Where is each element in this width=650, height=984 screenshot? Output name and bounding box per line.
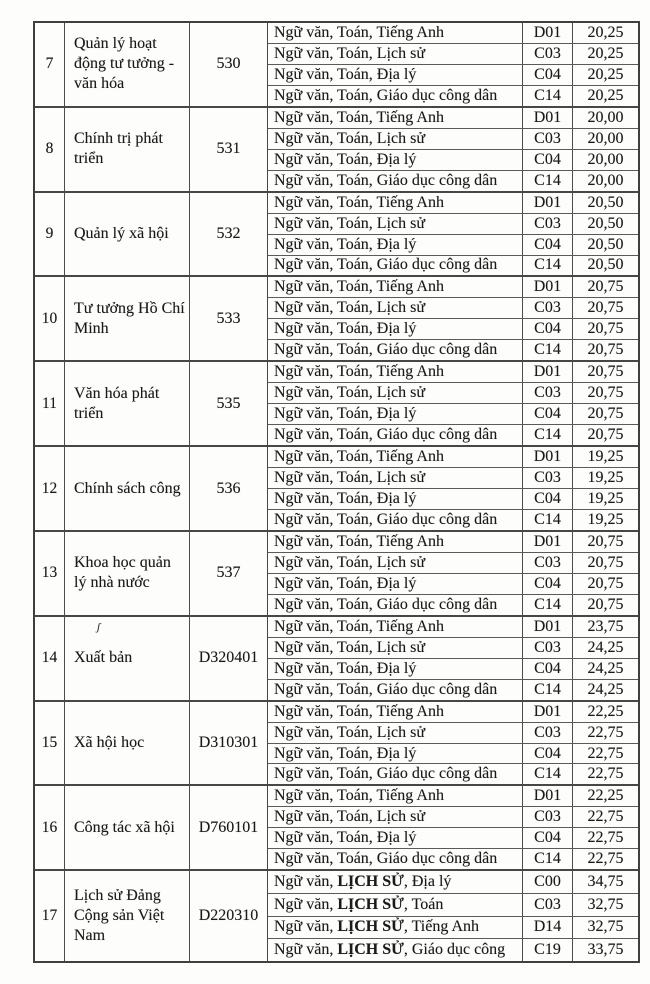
subjects-text: Ngữ văn, Toán, Tiếng Anh	[274, 787, 444, 805]
combination-rows	[268, 617, 638, 700]
major-name-cell	[65, 532, 190, 615]
subjects-text: Ngữ văn, Toán, Tiếng Anh	[274, 702, 444, 720]
block-code-cell: C04	[523, 744, 573, 764]
block-code-cell: D01	[523, 786, 573, 806]
score-cell: 20,00	[587, 108, 624, 126]
combination-row	[268, 702, 638, 723]
subjects-cell	[268, 108, 523, 128]
subjects-cell	[268, 489, 523, 509]
subjects-text: Ngữ văn, Toán, Lịch sử	[274, 214, 426, 232]
subjects-text: Ngữ văn, Toán, Địa lý	[274, 829, 417, 847]
combination-row	[268, 319, 638, 340]
subjects-text: Ngữ văn, Toán, Giáo dục công dân	[274, 426, 498, 444]
score-cell: 20,25	[587, 23, 624, 41]
combination-row	[268, 574, 638, 595]
score-cell: 22,25	[587, 787, 624, 805]
block-code-cell: C04	[523, 65, 573, 85]
subjects-text: Ngữ văn, Toán, Tiếng Anh	[274, 363, 444, 381]
block-code-cell: D01	[523, 277, 573, 297]
score-cell: 20,75	[587, 595, 624, 613]
subjects-bold-text: LỊCH SỬ	[337, 895, 404, 913]
score-cell: 24,25	[587, 638, 624, 656]
subjects-text: Ngữ văn, Toán, Giáo dục công dân	[274, 341, 498, 359]
score-cell: 20,75	[587, 320, 624, 338]
combination-row	[268, 807, 638, 828]
combination-row	[268, 489, 638, 510]
combination-row	[268, 723, 638, 744]
score-cell: 24,25	[587, 680, 624, 698]
subjects-cell	[268, 425, 523, 445]
major-name-text: Xuất bản	[74, 649, 133, 667]
block-code-cell: C03	[523, 44, 573, 64]
score-cell: 20,50	[587, 235, 624, 253]
block-code-cell: D14	[523, 917, 573, 939]
score-cell: 20,25	[587, 65, 624, 83]
major-name-cell	[65, 871, 190, 961]
major-group	[35, 786, 638, 871]
block-code-cell: D01	[523, 532, 573, 552]
subjects-text: Ngữ văn, Toán, Tiếng Anh	[274, 448, 444, 466]
major-name-cell	[65, 617, 190, 700]
block-code-cell: C14	[523, 595, 573, 615]
major-name-cell	[65, 108, 190, 191]
subjects-cell	[268, 553, 523, 573]
block-code-cell: C04	[523, 828, 573, 848]
major-code-cell: 535	[190, 362, 268, 445]
score-cell: 20,25	[587, 44, 624, 62]
combination-row	[268, 510, 638, 530]
subjects-cell	[268, 298, 523, 318]
block-code-cell: D01	[523, 193, 573, 213]
block-code-cell: C19	[523, 939, 573, 961]
major-group	[35, 702, 638, 787]
major-group	[35, 447, 638, 532]
subjects-text: Ngữ văn, Toán, Giáo dục công dân	[274, 765, 498, 783]
block-code-cell: C14	[523, 510, 573, 530]
subjects-text: Ngữ văn, Toán, Lịch sử	[274, 299, 426, 317]
combination-rows	[268, 447, 638, 530]
score-cell: 22,75	[587, 723, 624, 741]
combination-row	[268, 828, 638, 849]
major-group	[35, 617, 638, 702]
subjects-cell	[268, 193, 523, 213]
major-name-cell	[65, 702, 190, 785]
score-cell: 20,75	[587, 341, 624, 359]
score-cell: 20,25	[587, 86, 624, 104]
subjects-text: Ngữ văn, Toán, Lịch sử	[274, 44, 426, 62]
subjects-text: , Tiếng Anh	[403, 918, 479, 936]
major-name-cell	[65, 786, 190, 869]
major-name-cell	[65, 447, 190, 530]
combination-row	[268, 277, 638, 298]
major-name-text: Quản lý hoạt động tư tưởng - văn hóa	[74, 35, 175, 93]
block-code-cell: C03	[523, 129, 573, 149]
combination-row	[268, 214, 638, 235]
score-cell: 19,25	[587, 490, 624, 508]
combination-row	[268, 532, 638, 553]
combination-rows	[268, 702, 638, 785]
subjects-text: Ngữ văn, Toán, Địa lý	[274, 574, 417, 592]
subjects-text: Ngữ văn, Toán, Địa lý	[274, 490, 417, 508]
major-code-cell: D310301	[190, 702, 268, 785]
score-cell: 20,75	[587, 384, 624, 402]
subjects-text: Ngữ văn, Toán, Lịch sử	[274, 723, 426, 741]
subjects-text: , Toán	[403, 895, 444, 913]
major-name-text: Quản lý xã hội	[74, 225, 169, 243]
block-code-cell: D01	[523, 23, 573, 43]
block-code-cell: C03	[523, 214, 573, 234]
major-name-cell	[65, 362, 190, 445]
score-cell: 20,00	[587, 171, 624, 189]
combination-rows	[268, 23, 638, 106]
subjects-text: Ngữ văn, Toán, Tiếng Anh	[274, 23, 444, 41]
block-code-cell: D01	[523, 702, 573, 722]
combination-row	[268, 917, 638, 940]
block-code-cell: C14	[523, 849, 573, 869]
combination-rows	[268, 108, 638, 191]
subjects-cell	[268, 723, 523, 743]
block-code-cell: C14	[523, 256, 573, 276]
combination-row	[268, 764, 638, 784]
combination-row	[268, 256, 638, 276]
subjects-cell	[268, 702, 523, 722]
subjects-cell	[268, 871, 523, 893]
score-cell: 20,00	[587, 150, 624, 168]
scan-artifact-mark: ʃ	[97, 620, 101, 633]
score-cell: 20,75	[587, 553, 624, 571]
subjects-text: Ngữ văn, Toán, Tiếng Anh	[274, 532, 444, 550]
combination-row	[268, 150, 638, 171]
block-code-cell: C03	[523, 807, 573, 827]
combination-row	[268, 849, 638, 869]
subjects-text: Ngữ văn, Toán, Địa lý	[274, 320, 417, 338]
major-name-text: Xã hội học	[74, 734, 145, 752]
combination-row	[268, 447, 638, 468]
major-name-cell	[65, 277, 190, 360]
subjects-text: Ngữ văn,	[274, 895, 338, 913]
subjects-text: Ngữ văn, Toán, Địa lý	[274, 65, 417, 83]
combination-row	[268, 404, 638, 425]
subjects-cell	[268, 764, 523, 784]
subjects-cell	[268, 383, 523, 403]
combination-row	[268, 193, 638, 214]
score-cell: 20,50	[587, 193, 624, 211]
major-code-cell: 532	[190, 193, 268, 276]
combination-row	[268, 659, 638, 680]
major-group	[35, 362, 638, 447]
subjects-text: Ngữ văn, Toán, Địa lý	[274, 405, 417, 423]
combination-rows	[268, 786, 638, 869]
subjects-cell	[268, 319, 523, 339]
block-code-cell: C03	[523, 383, 573, 403]
block-code-cell: C03	[523, 298, 573, 318]
subjects-text: Ngữ văn, Toán, Lịch sử	[274, 384, 426, 402]
subjects-text: Ngữ văn, Toán, Tiếng Anh	[274, 108, 444, 126]
combination-row	[268, 65, 638, 86]
row-number-cell: 15	[35, 702, 65, 785]
score-cell: 19,25	[587, 448, 624, 466]
major-group	[35, 871, 638, 961]
row-number-cell: 10	[35, 277, 65, 360]
combination-row	[268, 44, 638, 65]
subjects-cell	[268, 638, 523, 658]
subjects-text: Ngữ văn,	[274, 941, 338, 959]
block-code-cell: D01	[523, 447, 573, 467]
score-cell: 19,25	[587, 510, 624, 528]
block-code-cell: D01	[523, 362, 573, 382]
subjects-text: Ngữ văn, Toán, Địa lý	[274, 659, 417, 677]
block-code-cell: C04	[523, 574, 573, 594]
score-cell: 33,75	[587, 941, 624, 959]
combination-row	[268, 362, 638, 383]
combination-row	[268, 894, 638, 917]
score-cell: 22,25	[587, 702, 624, 720]
combination-row	[268, 786, 638, 807]
subjects-bold-text: LỊCH SỬ	[337, 918, 404, 936]
row-number-cell: 13	[35, 532, 65, 615]
combination-row	[268, 468, 638, 489]
subjects-cell	[268, 362, 523, 382]
subjects-cell	[268, 786, 523, 806]
subjects-text: , Địa lý	[403, 873, 452, 891]
subjects-cell	[268, 256, 523, 276]
block-code-cell: C03	[523, 553, 573, 573]
subjects-text: Ngữ văn, Toán, Lịch sử	[274, 808, 426, 826]
row-number-cell: 8	[35, 108, 65, 191]
subjects-cell	[268, 129, 523, 149]
block-code-cell: C14	[523, 680, 573, 700]
subjects-cell	[268, 277, 523, 297]
score-cell: 22,75	[587, 850, 624, 868]
subjects-cell	[268, 659, 523, 679]
block-code-cell: C14	[523, 171, 573, 191]
block-code-cell: C03	[523, 468, 573, 488]
subjects-text: Ngữ văn, Toán, Giáo dục công dân	[274, 680, 498, 698]
subjects-cell	[268, 44, 523, 64]
score-cell: 22,75	[587, 808, 624, 826]
subjects-cell	[268, 917, 523, 939]
subjects-text: Ngữ văn, Toán, Lịch sử	[274, 469, 426, 487]
subjects-text: Ngữ văn, Toán, Tiếng Anh	[274, 617, 444, 635]
major-code-cell: D220310	[190, 871, 268, 961]
scores-table	[33, 21, 640, 963]
row-number-cell: 9	[35, 193, 65, 276]
major-group	[35, 532, 638, 617]
combination-row	[268, 340, 638, 360]
subjects-text: , Giáo dục công	[403, 941, 506, 959]
subjects-text: Ngữ văn, Toán, Địa lý	[274, 235, 417, 253]
subjects-cell	[268, 65, 523, 85]
major-name-text: Lịch sử Đảng Cộng sản Việt Nam	[74, 887, 165, 945]
subjects-cell	[268, 680, 523, 700]
combination-rows	[268, 277, 638, 360]
major-name-text: Tư tưởng Hồ Chí Minh	[74, 299, 185, 337]
block-code-cell: D01	[523, 108, 573, 128]
combination-rows	[268, 362, 638, 445]
combination-rows	[268, 871, 638, 961]
block-code-cell: C04	[523, 659, 573, 679]
subjects-text: Ngữ văn, Toán, Giáo dục công dân	[274, 171, 498, 189]
subjects-cell	[268, 23, 523, 43]
subjects-cell	[268, 894, 523, 916]
major-code-cell: D760101	[190, 786, 268, 869]
major-code-cell: 531	[190, 108, 268, 191]
block-code-cell: C04	[523, 319, 573, 339]
subjects-bold-text: LỊCH SỬ	[337, 873, 404, 891]
score-cell: 19,25	[587, 469, 624, 487]
combination-row	[268, 108, 638, 129]
row-number-cell: 11	[35, 362, 65, 445]
score-cell: 20,75	[587, 426, 624, 444]
subjects-cell	[268, 807, 523, 827]
block-code-cell: C04	[523, 404, 573, 424]
subjects-cell	[268, 744, 523, 764]
score-cell: 23,75	[587, 617, 624, 635]
subjects-text: Ngữ văn,	[274, 918, 338, 936]
subjects-cell	[268, 574, 523, 594]
block-code-cell: C03	[523, 638, 573, 658]
block-code-cell: C04	[523, 489, 573, 509]
combination-row	[268, 129, 638, 150]
row-number-cell: 7	[35, 23, 65, 106]
subjects-cell	[268, 828, 523, 848]
combination-row	[268, 595, 638, 615]
score-cell: 20,75	[587, 405, 624, 423]
block-code-cell: D01	[523, 617, 573, 637]
score-cell: 24,25	[587, 659, 624, 677]
combination-row	[268, 383, 638, 404]
score-cell: 32,75	[587, 918, 624, 936]
row-number-cell: 17	[35, 871, 65, 961]
combination-row	[268, 553, 638, 574]
subjects-text: Ngữ văn, Toán, Địa lý	[274, 150, 417, 168]
score-cell: 20,75	[587, 299, 624, 317]
subjects-cell	[268, 86, 523, 106]
major-group	[35, 193, 638, 278]
combination-rows	[268, 193, 638, 276]
combination-row	[268, 939, 638, 961]
subjects-cell	[268, 150, 523, 170]
combination-row	[268, 171, 638, 191]
subjects-cell	[268, 447, 523, 467]
block-code-cell: C14	[523, 425, 573, 445]
combination-rows	[268, 532, 638, 615]
subjects-text: Ngữ văn, Toán, Lịch sử	[274, 553, 426, 571]
score-cell: 20,75	[587, 532, 624, 550]
major-name-text: Chính trị phát triển	[74, 130, 163, 168]
score-cell: 20,50	[587, 214, 624, 232]
subjects-cell	[268, 214, 523, 234]
subjects-text: Ngữ văn, Toán, Tiếng Anh	[274, 278, 444, 296]
block-code-cell: C04	[523, 235, 573, 255]
block-code-cell: C04	[523, 150, 573, 170]
combination-row	[268, 425, 638, 445]
subjects-cell	[268, 340, 523, 360]
subjects-cell	[268, 235, 523, 255]
subjects-text: Ngữ văn,	[274, 873, 338, 891]
block-code-cell: C14	[523, 340, 573, 360]
block-code-cell: C14	[523, 86, 573, 106]
row-number-cell: 14	[35, 617, 65, 700]
subjects-cell	[268, 532, 523, 552]
combination-row	[268, 871, 638, 894]
subjects-bold-text: LỊCH SỬ	[337, 941, 404, 959]
combination-row	[268, 744, 638, 765]
subjects-cell	[268, 617, 523, 637]
major-name-cell	[65, 23, 190, 106]
subjects-text: Ngữ văn, Toán, Địa lý	[274, 744, 417, 762]
block-code-cell: C14	[523, 764, 573, 784]
major-code-cell: D320401	[190, 617, 268, 700]
subjects-cell	[268, 595, 523, 615]
major-group	[35, 277, 638, 362]
major-code-cell: 533	[190, 277, 268, 360]
block-code-cell: C03	[523, 723, 573, 743]
score-cell: 20,50	[587, 256, 624, 274]
score-cell: 34,75	[587, 873, 624, 891]
major-code-cell: 537	[190, 532, 268, 615]
score-cell: 20,75	[587, 363, 624, 381]
score-cell: 20,75	[587, 574, 624, 592]
major-group	[35, 108, 638, 193]
major-name-text: Văn hóa phát triển	[74, 384, 160, 422]
score-cell: 22,75	[587, 765, 624, 783]
subjects-cell	[268, 939, 523, 961]
subjects-text: Ngữ văn, Toán, Tiếng Anh	[274, 193, 444, 211]
combination-row	[268, 617, 638, 638]
subjects-cell	[268, 849, 523, 869]
subjects-cell	[268, 171, 523, 191]
major-code-cell: 536	[190, 447, 268, 530]
subjects-text: Ngữ văn, Toán, Giáo dục công dân	[274, 595, 498, 613]
subjects-text: Ngữ văn, Toán, Giáo dục công dân	[274, 510, 498, 528]
combination-row	[268, 680, 638, 700]
subjects-text: Ngữ văn, Toán, Giáo dục công dân	[274, 86, 498, 104]
major-name-cell	[65, 193, 190, 276]
block-code-cell: C00	[523, 871, 573, 893]
subjects-text: Ngữ văn, Toán, Giáo dục công dân	[274, 256, 498, 274]
block-code-cell: C03	[523, 894, 573, 916]
subjects-cell	[268, 468, 523, 488]
subjects-cell	[268, 404, 523, 424]
major-code-cell: 530	[190, 23, 268, 106]
score-cell: 20,00	[587, 129, 624, 147]
score-cell: 22,75	[587, 829, 624, 847]
row-number-cell: 12	[35, 447, 65, 530]
score-cell: 22,75	[587, 744, 624, 762]
combination-row	[268, 638, 638, 659]
combination-row	[268, 298, 638, 319]
subjects-text: Ngữ văn, Toán, Giáo dục công dân	[274, 850, 498, 868]
subjects-text: Ngữ văn, Toán, Lịch sử	[274, 129, 426, 147]
combination-row	[268, 23, 638, 44]
score-cell: 32,75	[587, 895, 624, 913]
combination-row	[268, 86, 638, 106]
major-group	[35, 23, 638, 108]
row-number-cell: 16	[35, 786, 65, 869]
combination-row	[268, 235, 638, 256]
major-name-text: Khoa học quản lý nhà nước	[74, 554, 171, 592]
major-name-text: Chính sách công	[74, 479, 181, 497]
subjects-text: Ngữ văn, Toán, Lịch sử	[274, 638, 426, 656]
major-name-text: Công tác xã hội	[74, 818, 175, 836]
score-cell: 20,75	[587, 278, 624, 296]
subjects-cell	[268, 510, 523, 530]
